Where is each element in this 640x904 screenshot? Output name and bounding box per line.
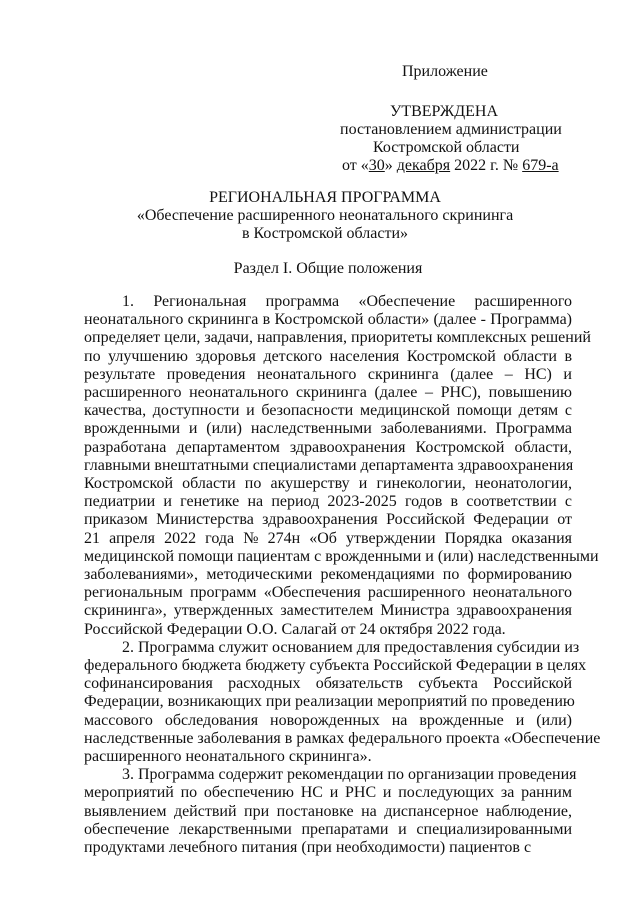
paragraph-line: 3. Программа содержит рекомендации по организации проведения — [122, 766, 577, 784]
decree-number: 679-а — [522, 157, 559, 174]
paragraph-line: определяет цели, задачи, направления, приоритеты комплексных решений — [84, 329, 591, 347]
decree-date-line — [342, 156, 559, 176]
appendix-label: Приложение — [402, 63, 488, 80]
date-month: декабря — [396, 157, 451, 174]
paragraph-line: 2. Программа служит основанием для предоставления субсидии из — [122, 638, 580, 656]
paragraph-line: заболеваниями», методическими рекомендациями по формированию — [84, 566, 572, 583]
paragraph-line: федерального бюджета бюджету субъекта Российской Федерации в целях — [84, 657, 587, 674]
date-day: 30 — [368, 157, 385, 174]
paragraph-line: неонатального скрининга в Костромской области» (далее - Программа) — [84, 311, 572, 329]
date-mid: » — [384, 157, 397, 174]
paragraph-line: 1. Региональная программа «Обеспечение расширенного — [122, 293, 572, 310]
approved-by-label: постановлением администрации — [340, 121, 562, 138]
paragraph-line: обеспечение лекарственными препаратами и специализированными — [84, 820, 572, 838]
paragraph-line: региональным программ «Обеспечения расширенного неонатального — [84, 584, 572, 602]
paragraph-line: медицинской помощи пациентам с врожденными и (или) наследственными — [84, 547, 599, 565]
paragraph-line: результате проведения неонатального скрининга (далее – НС) и — [84, 365, 572, 383]
paragraph-line: скрининга», утвержденных заместителем Министра здравоохранения — [84, 602, 572, 620]
approved-label: УТВЕРЖДЕНА — [390, 103, 499, 120]
paragraph-line: Костромской области по акушерству и гинекологии, неонатологии, — [84, 475, 572, 492]
date-year: 2022 г. № — [450, 157, 523, 174]
section-heading: Раздел I. Общие положения — [233, 260, 423, 277]
program-title-line-2: «Обеспечение расширенного неонатального скрининга — [136, 207, 514, 224]
paragraph-line: продуктами лечебного питания (при необходимости) пациентов с — [84, 839, 532, 856]
paragraph-line: качества, доступности и безопасности медицинской помощи детям с — [84, 402, 572, 420]
paragraph-line: разработана департаментом здравоохранения Костромской области, — [84, 438, 572, 456]
paragraph-line: Федерации, возникающих при реализации мероприятий по проведению — [84, 693, 575, 711]
paragraph-line: массового обследования новорожденных на врожденные и (или) — [84, 711, 572, 729]
program-title-line-1: РЕГИОНАЛЬНАЯ ПРОГРАММА — [209, 189, 441, 206]
paragraph-line: софинансирования расходных обязательств субъекта Российской — [84, 675, 572, 693]
program-title-line-3: в Костромской области» — [241, 225, 409, 242]
date-prefix: от « — [342, 157, 369, 174]
region-label: Костромской области — [373, 139, 520, 156]
paragraph-line: Российской Федерации О.О. Салагай от 24 октября 2022 года. — [84, 620, 506, 638]
paragraph-line: мероприятий по обеспечению НС и РНС и последующих за ранним — [84, 784, 572, 802]
paragraph-line: выявлением действий при постановке на диспансерное наблюдение, — [84, 802, 572, 820]
paragraph-line: расширенного неонатального скрининга (далее – РНС), повышению — [84, 384, 572, 401]
paragraph-line: 21 апреля 2022 года № 274н «Об утверждении Порядка оказания — [84, 529, 572, 547]
paragraph-line: приказом Министерства здравоохранения Российской Федерации от — [84, 511, 572, 529]
paragraph-line: педиатрии и генетике на период 2023-2025 годов в соответствии с — [84, 493, 572, 511]
paragraph-line: главными внештатными специалистами департамента здравоохранения — [84, 456, 574, 474]
paragraph-line: расширенного неонатального скрининга». — [84, 748, 372, 765]
paragraph-line: по улучшению здоровья детского населения Костромской области в — [84, 347, 572, 365]
paragraph-line: наследственные заболевания в рамках федерального проекта «Обеспечение — [84, 729, 601, 747]
paragraph-line: врожденными и (или) наследственными заболеваниями. Программа — [84, 420, 572, 438]
